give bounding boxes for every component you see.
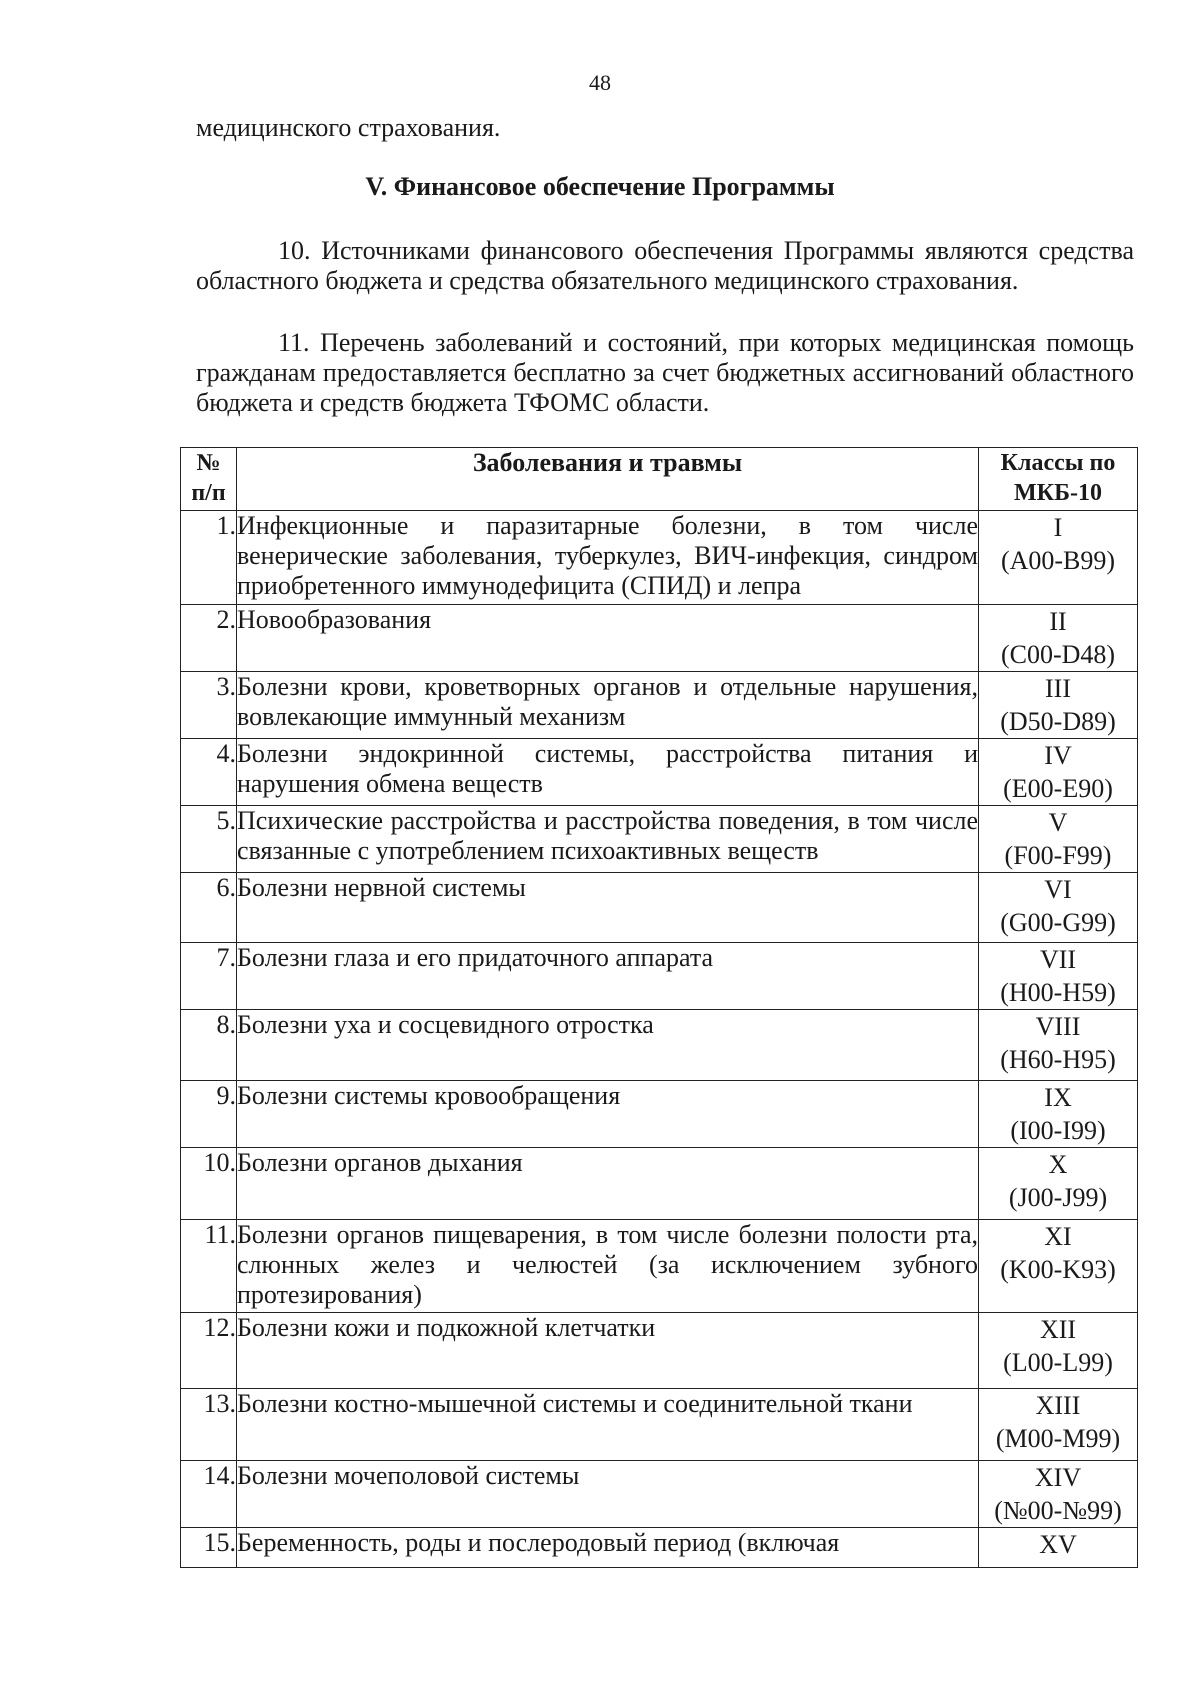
table-row xyxy=(181,511,1138,605)
row-class-roman: XIV xyxy=(1034,1463,1082,1492)
row-number: 9. xyxy=(181,1081,237,1148)
row-class-code: (K00-K93) xyxy=(1000,1255,1116,1284)
row-class-code: (A00-B99) xyxy=(1000,546,1116,575)
row-number: 5. xyxy=(181,806,237,873)
row-class-code: (M00-M99) xyxy=(995,1424,1121,1453)
row-class xyxy=(979,605,1138,672)
row-number: 3. xyxy=(181,672,237,739)
continuation-text: медицинского страхования. xyxy=(196,113,501,142)
row-class xyxy=(979,1081,1138,1148)
paragraph-10: 10. Источниками финансового обеспечения Программы являются средства областного бюджета и средства обязательного медицинского страхования. xyxy=(196,236,1134,295)
row-disease: Болезни нервной системы xyxy=(237,873,979,943)
header-classes xyxy=(979,448,1138,511)
row-class-code: (E00-E90) xyxy=(1003,774,1113,803)
row-number: 7. xyxy=(181,943,237,1010)
row-class xyxy=(979,739,1138,806)
row-number: 2. xyxy=(181,605,237,672)
header-number-line1: № xyxy=(196,450,221,476)
row-number: 6. xyxy=(181,873,237,943)
row-disease: Болезни костно-мышечной системы и соединительной ткани xyxy=(237,1389,979,1461)
row-class xyxy=(979,1461,1138,1528)
row-disease: Болезни глаза и его придаточного аппарата xyxy=(237,943,979,1010)
table-row xyxy=(181,605,1138,672)
row-class-roman: V xyxy=(1048,808,1068,837)
diseases-table xyxy=(180,447,1138,1568)
row-class xyxy=(979,1148,1138,1220)
row-number: 8. xyxy=(181,1010,237,1081)
row-class-roman: XIII xyxy=(1035,1391,1081,1420)
row-class-code: (I00-I99) xyxy=(1010,1116,1106,1145)
header-classes-line2: МКБ-10 xyxy=(1014,480,1102,506)
row-disease: Болезни органов дыхания xyxy=(237,1148,979,1220)
row-number: 10. xyxy=(181,1148,237,1220)
row-class-code: (F00-F99) xyxy=(1004,841,1112,870)
row-number: 11. xyxy=(181,1220,237,1313)
table-row xyxy=(181,672,1138,739)
table-row xyxy=(181,1220,1138,1313)
row-number: 15. xyxy=(181,1528,237,1568)
page-number: 48 xyxy=(589,70,611,95)
table-row xyxy=(181,1313,1138,1389)
row-number: 12. xyxy=(181,1313,237,1389)
table-body xyxy=(181,511,1138,1568)
table-row xyxy=(181,1389,1138,1461)
row-class xyxy=(979,1010,1138,1081)
table-header xyxy=(181,448,1138,511)
row-class xyxy=(979,1313,1138,1389)
row-class-roman: X xyxy=(1048,1150,1068,1179)
row-class-code: (D50-D89) xyxy=(1000,707,1116,736)
row-class-roman: III xyxy=(1045,674,1071,703)
row-class-roman: I xyxy=(1053,513,1063,542)
table-row xyxy=(181,873,1138,943)
row-number: 1. xyxy=(181,511,237,605)
row-class-code: (№00-№99) xyxy=(994,1496,1122,1525)
row-disease: Новообразования xyxy=(237,605,979,672)
header-number-line2: п/п xyxy=(191,480,226,506)
row-class-roman: VIII xyxy=(1035,1012,1081,1041)
table-row xyxy=(181,1148,1138,1220)
row-class-code: (J00-J99) xyxy=(1008,1183,1108,1212)
row-class xyxy=(979,672,1138,739)
header-classes-line1: Классы по xyxy=(1000,450,1116,476)
row-disease: Болезни крови, кроветворных органов и отдельные нарушения, вовлекающие иммунный механизм xyxy=(237,672,979,739)
row-disease: Беременность, роды и послеродовый период (включая xyxy=(237,1528,979,1568)
row-class-roman: IV xyxy=(1044,741,1072,770)
row-class-roman: VII xyxy=(1039,945,1077,974)
row-class-roman: XI xyxy=(1044,1222,1072,1251)
header-diseases: Заболевания и травмы xyxy=(237,448,979,511)
paragraph-11: 11. Перечень заболеваний и состояний, при которых медицинская помощь гражданам предоставляется бесплатно за счет бюджетных ассигнований областного бюджета и средств бюджета ТФОМС области. xyxy=(196,328,1134,417)
row-disease: Инфекционные и паразитарные болезни, в том числе венерические заболевания, туберкулез, ВИЧ-инфекция, синдром приобретенного иммунодефицита (СПИД) и лепра xyxy=(237,511,979,605)
table-row xyxy=(181,1528,1138,1568)
row-class-code: (H60-H95) xyxy=(1000,1045,1116,1074)
row-disease: Болезни эндокринной системы, расстройства питания и нарушения обмена веществ xyxy=(237,739,979,806)
row-class-code: (H00-H59) xyxy=(1000,978,1116,1007)
table-row xyxy=(181,806,1138,873)
row-class-roman: IX xyxy=(1044,1083,1072,1112)
row-disease: Болезни мочеполовой системы xyxy=(237,1461,979,1528)
table-row xyxy=(181,739,1138,806)
row-class-roman: XII xyxy=(1039,1315,1077,1344)
row-class-roman: XV xyxy=(1039,1530,1077,1559)
table-row xyxy=(181,1461,1138,1528)
section-title: V. Финансовое обеспечение Программы xyxy=(365,172,835,201)
row-class-code: (G00-G99) xyxy=(1000,908,1116,937)
row-class-roman: II xyxy=(1049,607,1067,636)
table-row xyxy=(181,1081,1138,1148)
row-class xyxy=(979,1389,1138,1461)
row-disease: Болезни системы кровообращения xyxy=(237,1081,979,1148)
header-number xyxy=(181,448,237,511)
table-row xyxy=(181,1010,1138,1081)
row-class xyxy=(979,943,1138,1010)
row-class-roman: VI xyxy=(1044,875,1072,904)
row-class xyxy=(979,1220,1138,1313)
row-class xyxy=(979,511,1138,605)
row-disease: Болезни кожи и подкожной клетчатки xyxy=(237,1313,979,1389)
row-disease: Психические расстройства и расстройства поведения, в том числе связанные с употреблением психоактивных веществ xyxy=(237,806,979,873)
table-row xyxy=(181,943,1138,1010)
row-disease: Болезни органов пищеварения, в том числе болезни полости рта, слюнных желез и челюстей (за исключением зубного протезирования) xyxy=(237,1220,979,1313)
row-number: 14. xyxy=(181,1461,237,1528)
row-class xyxy=(979,873,1138,943)
row-class-code: (L00-L99) xyxy=(1003,1348,1113,1377)
row-class xyxy=(979,806,1138,873)
row-disease: Болезни уха и сосцевидного отростка xyxy=(237,1010,979,1081)
row-number: 4. xyxy=(181,739,237,806)
row-class-code: (C00-D48) xyxy=(1000,640,1116,669)
row-number: 13. xyxy=(181,1389,237,1461)
row-class xyxy=(979,1528,1138,1568)
